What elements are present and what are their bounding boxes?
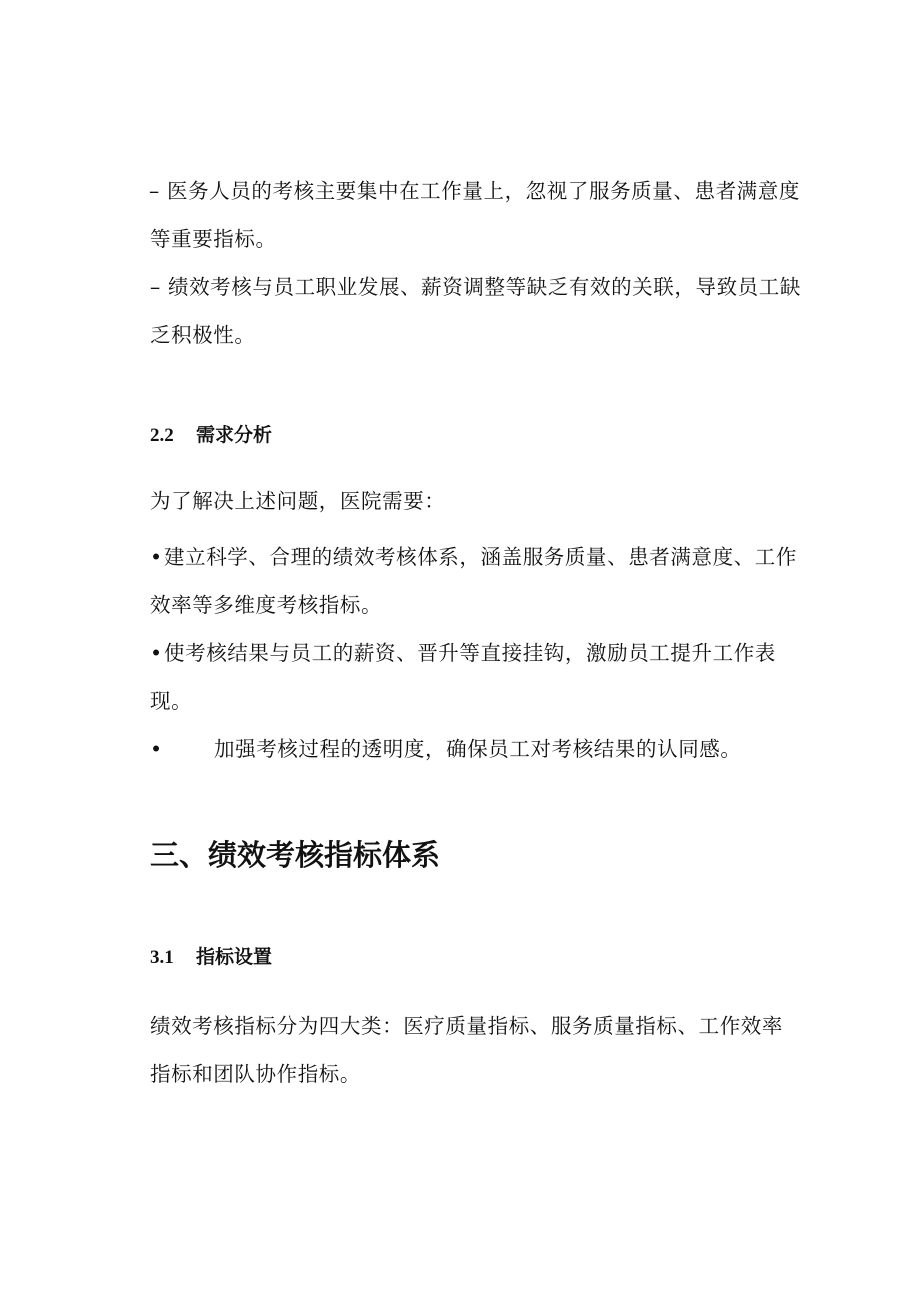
indicator-body xyxy=(150,1002,802,1098)
needs-bullet-3 xyxy=(150,725,802,773)
needs-bullet-1-text: 建立科学、合理的绩效考核体系，涵盖服务质量、患者满意度、工作效率等多维度考核指标。 xyxy=(150,545,797,617)
subsection-2-2-number: 2.2 xyxy=(150,425,174,446)
subsection-2-2-title: 需求分析 xyxy=(196,424,273,446)
problem-item-1-text: – 医务人员的考核主要集中在工作量上，忽视了服务质量、患者满意度等重要指标。 xyxy=(149,179,800,251)
problem-item-2-text: – 绩效考核与员工职业发展、薪资调整等缺乏有效的关联，导致员工缺乏积极性。 xyxy=(150,275,801,347)
needs-bullet-1 xyxy=(150,533,802,629)
problem-item-1 xyxy=(150,167,802,263)
needs-intro-text: 为了解决上述问题，医院需要： xyxy=(150,489,446,513)
section-3-heading: 三、绩效考核指标体系 xyxy=(150,838,441,872)
indicator-body-text: 绩效考核指标分为四大类：医疗质量指标、服务质量指标、工作效率指标和团队协作指标。 xyxy=(150,1014,783,1086)
problem-item-2 xyxy=(150,263,802,359)
subsection-3-1-title: 指标设置 xyxy=(196,946,273,968)
subsection-3-1-number: 3.1 xyxy=(150,947,174,968)
bullet-dot-icon: • xyxy=(150,545,163,569)
bullet-dot-icon: • xyxy=(150,641,163,665)
needs-bullet-2-text: 使考核结果与员工的薪资、晋升等直接挂钩，激励员工提升工作表现。 xyxy=(150,641,776,713)
needs-bullet-2 xyxy=(150,629,802,725)
needs-intro xyxy=(150,477,802,525)
subsection-2-2-heading xyxy=(150,420,272,451)
needs-bullet-3-text: 加强考核过程的透明度，确保员工对考核结果的认同感。 xyxy=(214,737,742,761)
bullet-dot-icon: • xyxy=(150,737,163,761)
subsection-3-1-heading xyxy=(150,942,272,973)
